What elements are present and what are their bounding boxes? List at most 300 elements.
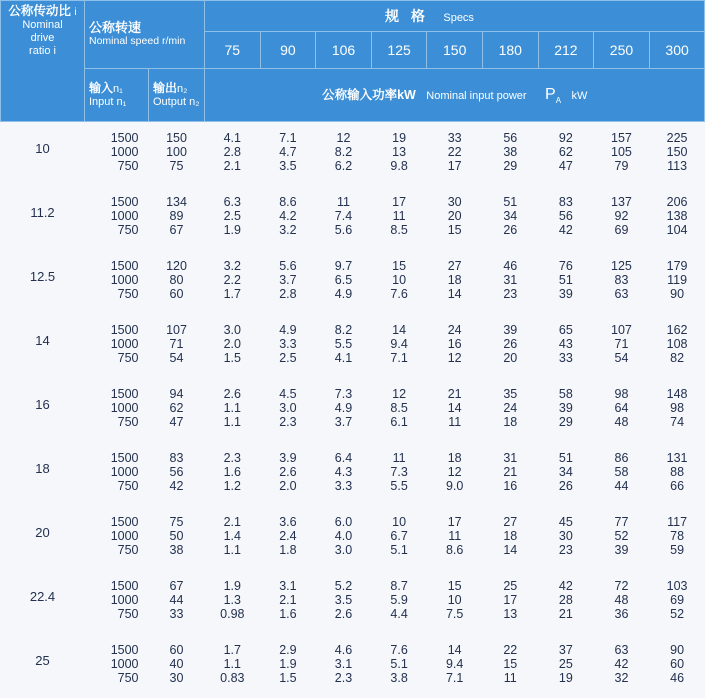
power-cell-value: 54 (594, 351, 650, 365)
power-cell-value: 36 (594, 607, 650, 621)
power-cell (427, 570, 483, 634)
power-cell-value: 3.2 (205, 259, 261, 273)
power-cell (594, 442, 650, 506)
power-cell-value: 21 (482, 465, 538, 479)
power-cell-value: 3.0 (316, 543, 372, 557)
power-cell (205, 186, 261, 250)
power-cell-value: 18 (427, 451, 483, 465)
output-speed-cell-value: 134 (149, 195, 205, 209)
power-cell-value: 23 (538, 543, 594, 557)
table-row (1, 250, 705, 314)
power-cell (371, 314, 427, 378)
power-cell-value: 5.6 (260, 259, 316, 273)
ratio-cell: 10 (1, 122, 85, 187)
power-cell-value: 63 (594, 287, 650, 301)
output-speed-cell (149, 122, 205, 187)
input-speed-cell-value: 1500 (85, 323, 139, 337)
power-cell-value: 2.0 (260, 479, 316, 493)
power-cell-value: 51 (538, 451, 594, 465)
power-cell-value: 42 (538, 223, 594, 237)
power-cell-value: 15 (427, 579, 483, 593)
power-cell-value: 6.4 (316, 451, 372, 465)
power-cell-value: 3.8 (371, 671, 427, 685)
size-header-cell: 75 (205, 32, 261, 69)
power-cell-value: 1.5 (260, 671, 316, 685)
power-cell (482, 570, 538, 634)
specs-header (205, 1, 705, 32)
power-cell (427, 250, 483, 314)
specs-header-cn: 规 格 (385, 8, 429, 24)
power-cell-value: 31 (482, 273, 538, 287)
power-cell-value: 52 (594, 529, 650, 543)
power-cell-value: 8.5 (371, 223, 427, 237)
input-speed-cell-value: 1500 (85, 515, 139, 529)
power-header (205, 69, 705, 122)
power-cell (260, 250, 316, 314)
power-cell-value: 5.2 (316, 579, 372, 593)
power-cell-value: 119 (649, 273, 705, 287)
power-cell-value: 16 (427, 337, 483, 351)
input-speed-cell-value: 1500 (85, 387, 139, 401)
power-cell-value: 3.5 (316, 593, 372, 607)
power-cell (260, 506, 316, 570)
power-cell-value: 2.1 (260, 593, 316, 607)
power-cell-value: 11 (427, 415, 483, 429)
power-cell-value: 225 (649, 131, 705, 145)
speed-header-en: Nominal speed r/min (89, 35, 204, 48)
power-cell-value: 1.7 (205, 287, 261, 301)
power-cell-value: 2.5 (260, 351, 316, 365)
power-cell-value: 2.0 (205, 337, 261, 351)
input-header-symbol: n₁ (113, 83, 123, 95)
power-cell-value: 5.5 (371, 479, 427, 493)
power-header-en: Nominal input power (426, 90, 526, 102)
ratio-column-header (1, 1, 85, 122)
output-speed-cell-value: 89 (149, 209, 205, 223)
power-cell-value: 104 (649, 223, 705, 237)
output-header-en: Output n₂ (153, 96, 199, 108)
output-speed-cell-value: 38 (149, 543, 205, 557)
power-cell-value: 28 (538, 593, 594, 607)
power-cell-value: 8.7 (371, 579, 427, 593)
size-header-cell: 150 (427, 32, 483, 69)
size-header-cell: 300 (649, 32, 705, 69)
output-speed-cell (149, 378, 205, 442)
power-cell (594, 570, 650, 634)
power-cell-value: 56 (482, 131, 538, 145)
power-cell (371, 186, 427, 250)
power-cell (316, 378, 372, 442)
power-cell-value: 4.4 (371, 607, 427, 621)
power-cell (649, 442, 705, 506)
power-cell-value: 4.9 (316, 287, 372, 301)
output-speed-cell (149, 250, 205, 314)
power-cell (649, 570, 705, 634)
ratio-cell: 20 (1, 506, 85, 570)
power-cell-value: 64 (594, 401, 650, 415)
output-speed-cell (149, 634, 205, 698)
power-cell-value: 2.9 (260, 643, 316, 657)
ratio-header-symbol: i (74, 7, 76, 18)
input-speed-cell (85, 634, 149, 698)
power-cell-value: 12 (316, 131, 372, 145)
power-cell-value: 51 (538, 273, 594, 287)
power-cell-value: 5.6 (316, 223, 372, 237)
power-cell-value: 83 (594, 273, 650, 287)
output-speed-cell-value: 33 (149, 607, 205, 621)
power-cell (649, 314, 705, 378)
power-cell-value: 3.0 (205, 323, 261, 337)
output-speed-cell-value: 44 (149, 593, 205, 607)
power-cell-value: 88 (649, 465, 705, 479)
power-cell-value: 39 (538, 401, 594, 415)
power-cell-value: 9.8 (371, 159, 427, 173)
output-speed-cell (149, 570, 205, 634)
power-cell-value: 2.8 (260, 287, 316, 301)
output-speed-cell-value: 75 (149, 515, 205, 529)
power-cell-value: 7.4 (316, 209, 372, 223)
power-cell-value: 1.3 (205, 593, 261, 607)
power-cell-value: 69 (594, 223, 650, 237)
power-cell-value: 77 (594, 515, 650, 529)
size-header-cell: 180 (482, 32, 538, 69)
output-speed-cell-value: 75 (149, 159, 205, 173)
power-cell-value: 78 (649, 529, 705, 543)
input-speed-cell (85, 442, 149, 506)
power-cell-value: 33 (427, 131, 483, 145)
power-cell-value: 8.2 (316, 323, 372, 337)
ratio-cell: 12.5 (1, 250, 85, 314)
power-cell-value: 4.9 (316, 401, 372, 415)
input-speed-cell (85, 250, 149, 314)
power-cell-value: 1.5 (205, 351, 261, 365)
power-cell-value: 25 (538, 657, 594, 671)
power-cell (205, 250, 261, 314)
power-cell-value: 92 (594, 209, 650, 223)
power-cell-value: 9.4 (371, 337, 427, 351)
power-cell-value: 2.3 (205, 451, 261, 465)
power-cell-value: 3.3 (260, 337, 316, 351)
power-cell-value: 7.6 (371, 643, 427, 657)
power-cell-value: 10 (371, 515, 427, 529)
power-cell-value: 7.3 (371, 465, 427, 479)
power-cell-value: 0.98 (205, 607, 261, 621)
power-cell-value: 6.2 (316, 159, 372, 173)
power-cell-value: 0.83 (205, 671, 261, 685)
power-cell-value: 113 (649, 159, 705, 173)
power-cell-value: 4.7 (260, 145, 316, 159)
power-cell-value: 2.4 (260, 529, 316, 543)
power-cell-value: 83 (538, 195, 594, 209)
power-cell-value: 5.5 (316, 337, 372, 351)
input-speed-cell-value: 1000 (85, 145, 139, 159)
power-cell-value: 6.7 (371, 529, 427, 543)
power-cell (316, 442, 372, 506)
power-cell (538, 314, 594, 378)
power-cell-value: 18 (482, 529, 538, 543)
power-cell (482, 634, 538, 698)
power-cell-value: 17 (371, 195, 427, 209)
power-cell-value: 11 (316, 195, 372, 209)
power-cell-value: 17 (427, 515, 483, 529)
input-speed-cell-value: 750 (85, 479, 139, 493)
power-cell-value: 63 (594, 643, 650, 657)
power-cell (594, 314, 650, 378)
power-cell-value: 1.6 (260, 607, 316, 621)
power-cell (482, 378, 538, 442)
output-speed-cell-value: 42 (149, 479, 205, 493)
output-speed-cell-value: 60 (149, 287, 205, 301)
power-cell-value: 2.3 (260, 415, 316, 429)
output-speed-cell-value: 40 (149, 657, 205, 671)
power-cell-value: 2.3 (316, 671, 372, 685)
power-cell-value: 7.5 (427, 607, 483, 621)
power-cell (205, 122, 261, 187)
power-cell-value: 20 (427, 209, 483, 223)
power-cell (260, 186, 316, 250)
power-cell-value: 7.1 (260, 131, 316, 145)
power-cell-value: 6.0 (316, 515, 372, 529)
power-cell-value: 3.7 (260, 273, 316, 287)
power-cell-value: 9.0 (427, 479, 483, 493)
power-cell-value: 44 (594, 479, 650, 493)
power-cell-value: 2.2 (205, 273, 261, 287)
power-cell-value: 69 (649, 593, 705, 607)
power-cell-value: 131 (649, 451, 705, 465)
power-cell-value: 39 (482, 323, 538, 337)
power-cell-value: 82 (649, 351, 705, 365)
power-cell (371, 506, 427, 570)
input-speed-cell (85, 122, 149, 187)
input-speed-cell (85, 378, 149, 442)
power-cell-value: 4.5 (260, 387, 316, 401)
power-cell-value: 7.1 (427, 671, 483, 685)
power-cell-value: 23 (482, 287, 538, 301)
power-cell-value: 24 (427, 323, 483, 337)
power-cell-value: 62 (538, 145, 594, 159)
power-cell-value: 74 (649, 415, 705, 429)
power-cell (260, 378, 316, 442)
input-speed-cell-value: 1000 (85, 657, 139, 671)
size-header-cell: 250 (594, 32, 650, 69)
ratio-header-en-2: drive (1, 32, 84, 45)
power-cell-value: 48 (594, 415, 650, 429)
input-speed-cell (85, 506, 149, 570)
power-cell-value: 148 (649, 387, 705, 401)
power-cell-value: 17 (482, 593, 538, 607)
power-cell (260, 314, 316, 378)
power-cell-value: 15 (371, 259, 427, 273)
power-cell (316, 570, 372, 634)
power-cell-value: 7.6 (371, 287, 427, 301)
power-cell-value: 4.0 (316, 529, 372, 543)
power-cell (594, 250, 650, 314)
input-speed-header (85, 69, 149, 122)
input-speed-cell-value: 1500 (85, 451, 139, 465)
power-cell-value: 22 (427, 145, 483, 159)
power-cell-value: 32 (594, 671, 650, 685)
input-speed-cell-value: 1500 (85, 259, 139, 273)
power-cell-value: 1.1 (205, 543, 261, 557)
input-speed-cell-value: 1000 (85, 401, 139, 415)
output-speed-cell-value: 60 (149, 643, 205, 657)
power-cell-value: 2.6 (316, 607, 372, 621)
power-cell (427, 314, 483, 378)
power-cell-value: 72 (594, 579, 650, 593)
power-cell-value: 30 (538, 529, 594, 543)
output-speed-cell-value: 30 (149, 671, 205, 685)
input-header-en: Input n₁ (89, 96, 126, 108)
power-cell (205, 570, 261, 634)
power-cell-value: 1.9 (205, 579, 261, 593)
power-cell-value: 17 (427, 159, 483, 173)
power-cell-value: 27 (482, 515, 538, 529)
power-cell-value: 1.2 (205, 479, 261, 493)
power-cell-value: 38 (482, 145, 538, 159)
power-cell (316, 634, 372, 698)
ratio-cell: 16 (1, 378, 85, 442)
input-speed-cell-value: 750 (85, 223, 139, 237)
power-cell (538, 442, 594, 506)
size-header-cell: 90 (260, 32, 316, 69)
power-cell-value: 1.6 (205, 465, 261, 479)
power-cell-value: 20 (482, 351, 538, 365)
power-cell-value: 39 (594, 543, 650, 557)
power-cell-value: 58 (538, 387, 594, 401)
power-cell-value: 65 (538, 323, 594, 337)
power-cell-value: 5.9 (371, 593, 427, 607)
power-header-unit: kW (571, 90, 587, 102)
power-cell (649, 506, 705, 570)
power-cell (538, 186, 594, 250)
input-speed-cell-value: 750 (85, 671, 139, 685)
power-cell-value: 6.3 (205, 195, 261, 209)
power-cell (260, 570, 316, 634)
power-cell-value: 18 (482, 415, 538, 429)
table-row (1, 442, 705, 506)
power-cell-value: 3.3 (316, 479, 372, 493)
power-cell-value: 58 (594, 465, 650, 479)
power-cell-value: 11 (371, 451, 427, 465)
output-speed-cell (149, 186, 205, 250)
power-cell-value: 52 (649, 607, 705, 621)
input-speed-cell-value: 750 (85, 351, 139, 365)
power-cell (205, 506, 261, 570)
power-cell (482, 186, 538, 250)
power-cell-value: 1.9 (205, 223, 261, 237)
table-row (1, 634, 705, 698)
power-cell (371, 634, 427, 698)
power-cell (371, 378, 427, 442)
power-cell-value: 35 (482, 387, 538, 401)
power-cell (594, 506, 650, 570)
power-cell-value: 157 (594, 131, 650, 145)
input-speed-cell-value: 1000 (85, 337, 139, 351)
input-speed-cell-value: 750 (85, 159, 139, 173)
power-cell-value: 26 (482, 223, 538, 237)
power-cell-value: 22 (482, 643, 538, 657)
speed-column-header (85, 1, 205, 69)
output-speed-cell (149, 442, 205, 506)
power-cell-value: 9.4 (427, 657, 483, 671)
power-cell (649, 186, 705, 250)
power-cell-value: 56 (538, 209, 594, 223)
power-cell (649, 634, 705, 698)
power-cell-value: 42 (538, 579, 594, 593)
output-speed-cell-value: 50 (149, 529, 205, 543)
power-cell-value: 46 (482, 259, 538, 273)
power-cell (649, 250, 705, 314)
power-cell (538, 250, 594, 314)
power-cell-value: 30 (427, 195, 483, 209)
output-header-cn: 输出 (153, 81, 177, 95)
power-cell-value: 90 (649, 287, 705, 301)
power-cell-value: 1.1 (205, 657, 261, 671)
power-cell-value: 90 (649, 643, 705, 657)
input-speed-cell-value: 1500 (85, 195, 139, 209)
input-speed-cell (85, 314, 149, 378)
ratio-cell: 22.4 (1, 570, 85, 634)
power-cell-value: 2.8 (205, 145, 261, 159)
input-speed-cell-value: 1000 (85, 209, 139, 223)
ratio-header-en-3: ratio i (1, 45, 84, 58)
power-cell-value: 76 (538, 259, 594, 273)
power-symbol-p: P (545, 86, 556, 103)
power-cell-value: 2.6 (205, 387, 261, 401)
power-cell (538, 570, 594, 634)
input-speed-cell-value: 1000 (85, 273, 139, 287)
power-cell-value: 3.1 (316, 657, 372, 671)
power-cell-value: 3.2 (260, 223, 316, 237)
power-cell-value: 13 (371, 145, 427, 159)
power-cell (427, 186, 483, 250)
size-header-cell: 106 (316, 32, 372, 69)
power-cell-value: 12 (427, 465, 483, 479)
power-cell-value: 98 (594, 387, 650, 401)
power-cell-value: 8.6 (260, 195, 316, 209)
power-cell-value: 11 (482, 671, 538, 685)
power-cell-value: 16 (482, 479, 538, 493)
ratio-cell: 11.2 (1, 186, 85, 250)
size-header-cell: 212 (538, 32, 594, 69)
output-speed-cell-value: 83 (149, 451, 205, 465)
power-cell (538, 122, 594, 187)
power-cell-value: 13 (482, 607, 538, 621)
input-speed-cell (85, 186, 149, 250)
power-cell-value: 4.3 (316, 465, 372, 479)
table-body (1, 122, 705, 698)
power-cell (260, 122, 316, 187)
power-cell (316, 506, 372, 570)
power-cell (482, 250, 538, 314)
power-cell-value: 98 (649, 401, 705, 415)
power-cell (538, 634, 594, 698)
power-cell (649, 378, 705, 442)
table-row (1, 570, 705, 634)
power-cell-value: 1.9 (260, 657, 316, 671)
output-speed-cell-value: 107 (149, 323, 205, 337)
power-cell (371, 442, 427, 506)
power-cell-value: 4.1 (205, 131, 261, 145)
power-cell-value: 15 (427, 223, 483, 237)
input-speed-cell-value: 1000 (85, 529, 139, 543)
table-row (1, 506, 705, 570)
output-speed-cell-value: 120 (149, 259, 205, 273)
power-cell-value: 10 (427, 593, 483, 607)
power-cell (205, 442, 261, 506)
output-speed-cell-value: 80 (149, 273, 205, 287)
power-cell-value: 108 (649, 337, 705, 351)
